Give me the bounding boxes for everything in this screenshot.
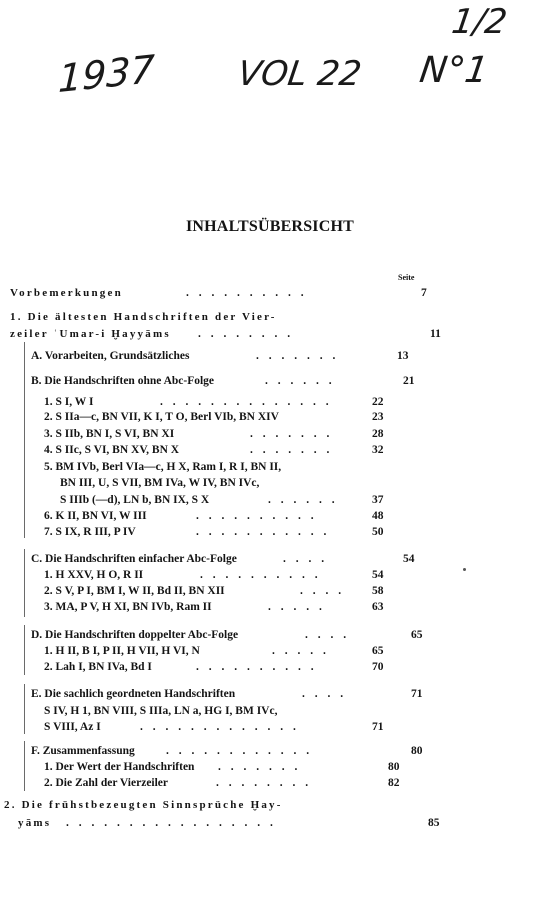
toc-entry-dot-leader: . . . . . . . . . . (200, 569, 322, 581)
toc-entry (0, 428, 540, 444)
toc-entry-page-number: 71 (372, 721, 384, 733)
toc-entry (0, 569, 540, 585)
handwritten-number: N°1 (417, 50, 491, 91)
toc-entry-dot-leader: . . . . . (268, 601, 326, 613)
seite-column-label: Seite (398, 273, 415, 282)
toc-entry (0, 661, 540, 677)
toc-entry (0, 350, 540, 366)
toc-entry (0, 553, 540, 569)
toc-entry-label: 6. K II, BN VI, W III (44, 510, 147, 522)
toc-entry-label: S IIIb (—d), LN b, BN IX, S X (60, 494, 210, 506)
toc-entry-dot-leader: . . . . (283, 553, 328, 565)
toc-entry-label: BN III, U, S VII, BM IVa, W IV, BN IVc, (60, 477, 260, 489)
toc-entry-label: 5. BM IVb, Berl VIa—c, H X, Ram I, R I, BN II, (44, 461, 282, 473)
page-title: INHALTSÜBERSICHT (185, 218, 354, 235)
toc-entry-dot-leader: . . . . . . . . . . (196, 661, 318, 673)
toc-entry-page-number: 65 (372, 645, 384, 657)
toc-entry-page-number: 82 (388, 777, 400, 789)
toc-entry-label: 4. S IIc, S VI, BN XV, BN X (44, 444, 180, 456)
toc-entry (0, 745, 540, 761)
toc-entry-page-number: 48 (372, 510, 384, 522)
toc-entry-label: Vorbemerkungen (10, 287, 123, 299)
toc-entry-label: A. Vorarbeiten, Grundsätzliches (31, 350, 190, 362)
toc-entry-dot-leader: . . . . (305, 629, 350, 641)
toc-entry-dot-leader: . . . . . . . . . . . . . (140, 721, 300, 733)
toc-entry-label: E. Die sachlich geordneten Handschriften (31, 688, 236, 700)
toc-entry-label: S VIII, Az I (44, 721, 101, 733)
toc-entry-label: zeiler ʿUmar-i Ḫayyāms (10, 328, 171, 340)
toc-entry-page-number: 50 (372, 526, 384, 538)
toc-entry (0, 777, 540, 793)
toc-entry (0, 761, 540, 777)
toc-entry-dot-leader: . . . . . (272, 645, 330, 657)
toc-entry (0, 328, 540, 344)
toc-entry-page-number: 13 (397, 350, 409, 362)
toc-entry (0, 629, 540, 645)
toc-entry-page-number: 54 (372, 569, 384, 581)
handwritten-volume: VOL 22 (235, 54, 364, 94)
toc-entry-label: 1. H XXV, H O, R II (44, 569, 144, 581)
toc-entry-label: 1. S I, W I (44, 396, 94, 408)
toc-entry-page-number: 63 (372, 601, 384, 613)
toc-entry (0, 799, 540, 815)
toc-entry-label: yāms (18, 817, 52, 829)
toc-entry-page-number: 32 (372, 444, 384, 456)
toc-entry-page-number: 85 (428, 817, 440, 829)
toc-entry-dot-leader: . . . . . . . (250, 428, 333, 440)
toc-entry-label: 1. Der Wert der Handschriften (44, 761, 195, 773)
toc-entry-label: 2. Die frühstbezeugten Sinnsprüche Ḫay- (4, 799, 283, 811)
toc-entry-page-number: 65 (411, 629, 423, 641)
toc-entry-page-number: 37 (372, 494, 384, 506)
toc-entry-dot-leader: . . . . . . (265, 375, 336, 387)
toc-entry-dot-leader: . . . . . . (268, 494, 339, 506)
toc-entry (0, 375, 540, 391)
toc-entry (0, 477, 540, 493)
toc-entry-label: S IV, H 1, BN VIII, S IIIa, LN a, HG I, BM IVc, (44, 705, 278, 717)
toc-entry (0, 411, 540, 427)
toc-entry-page-number: 23 (372, 411, 384, 423)
toc-entry-label: D. Die Handschriften doppelter Abc-Folge (31, 629, 239, 641)
toc-entry (0, 688, 540, 704)
toc-entry (0, 526, 540, 542)
toc-entry-dot-leader: . . . . . . . . . . (196, 510, 318, 522)
toc-entry-dot-leader: . . . . . . . . . . . . (166, 745, 313, 757)
toc-entry-dot-leader: . . . . . . . . (216, 777, 312, 789)
toc-entry (0, 601, 540, 617)
toc-entry-page-number: 80 (411, 745, 423, 757)
toc-entry-dot-leader: . . . . (302, 688, 347, 700)
toc-entry (0, 645, 540, 661)
toc-entry-page-number: 22 (372, 396, 384, 408)
toc-entry-dot-leader: . . . . . . . . . . . . . . (160, 396, 333, 408)
toc-entry (0, 494, 540, 510)
toc-entry (0, 705, 540, 721)
toc-entry-label: B. Die Handschriften ohne Abc-Folge (31, 375, 215, 387)
toc-entry-label: 3. S IIb, BN I, S VI, BN XI (44, 428, 175, 440)
toc-entry-page-number: 80 (388, 761, 400, 773)
toc-entry-label: C. Die Handschriften einfacher Abc-Folge (31, 553, 237, 565)
toc-entry-page-number: 28 (372, 428, 384, 440)
toc-entry (0, 396, 540, 412)
toc-entry-page-number: 70 (372, 661, 384, 673)
toc-entry-page-number: 71 (411, 688, 423, 700)
toc-entry-dot-leader: . . . . . . . . . . . (196, 526, 330, 538)
toc-entry-label: F. Zusammenfassung (31, 745, 135, 757)
handwritten-year: 1937 (57, 46, 156, 102)
toc-entry (0, 287, 540, 303)
handwritten-fraction: 1/2 (449, 2, 510, 42)
toc-entry-label: 2. Die Zahl der Vierzeiler (44, 777, 169, 789)
toc-entry (0, 444, 540, 460)
toc-entry-dot-leader: . . . . . . . . . . . . . . . . . (66, 817, 277, 829)
toc-entry-label: 7. S IX, R III, P IV (44, 526, 136, 538)
toc-entry (0, 510, 540, 526)
toc-entry-dot-leader: . . . . . . . (250, 444, 333, 456)
toc-entry-dot-leader: . . . . . . . (218, 761, 301, 773)
toc-entry-label: 2. S IIa—c, BN VII, K I, T O, Berl VIb, BN XIV (44, 411, 279, 423)
toc-entry-label: 1. Die ältesten Handschriften der Vier- (10, 311, 277, 323)
toc-entry-label: 2. S V, P I, BM I, W II, Bd II, BN XII (44, 585, 225, 597)
toc-entry (0, 311, 540, 327)
toc-entry (0, 585, 540, 601)
toc-entry-page-number: 21 (403, 375, 415, 387)
toc-entry-page-number: 11 (430, 328, 441, 340)
toc-entry-label: 1. H II, B I, P II, H VII, H VI, N (44, 645, 200, 657)
toc-entry-dot-leader: . . . . . . . . . . (186, 287, 308, 299)
toc-entry-dot-leader: . . . . . . . (256, 350, 339, 362)
toc-entry (0, 817, 540, 833)
toc-entry-page-number: 58 (372, 585, 384, 597)
toc-entry-label: 2. Lah I, BN IVa, Bd I (44, 661, 152, 673)
toc-entry-label: 3. MA, P V, H XI, BN IVb, Ram II (44, 601, 212, 613)
toc-entry-dot-leader: . . . . (300, 585, 345, 597)
toc-entry (0, 461, 540, 477)
toc-entry-page-number: 54 (403, 553, 415, 565)
toc-entry-page-number: 7 (421, 287, 427, 299)
toc-entry (0, 721, 540, 737)
toc-entry-dot-leader: . . . . . . . . (198, 328, 294, 340)
